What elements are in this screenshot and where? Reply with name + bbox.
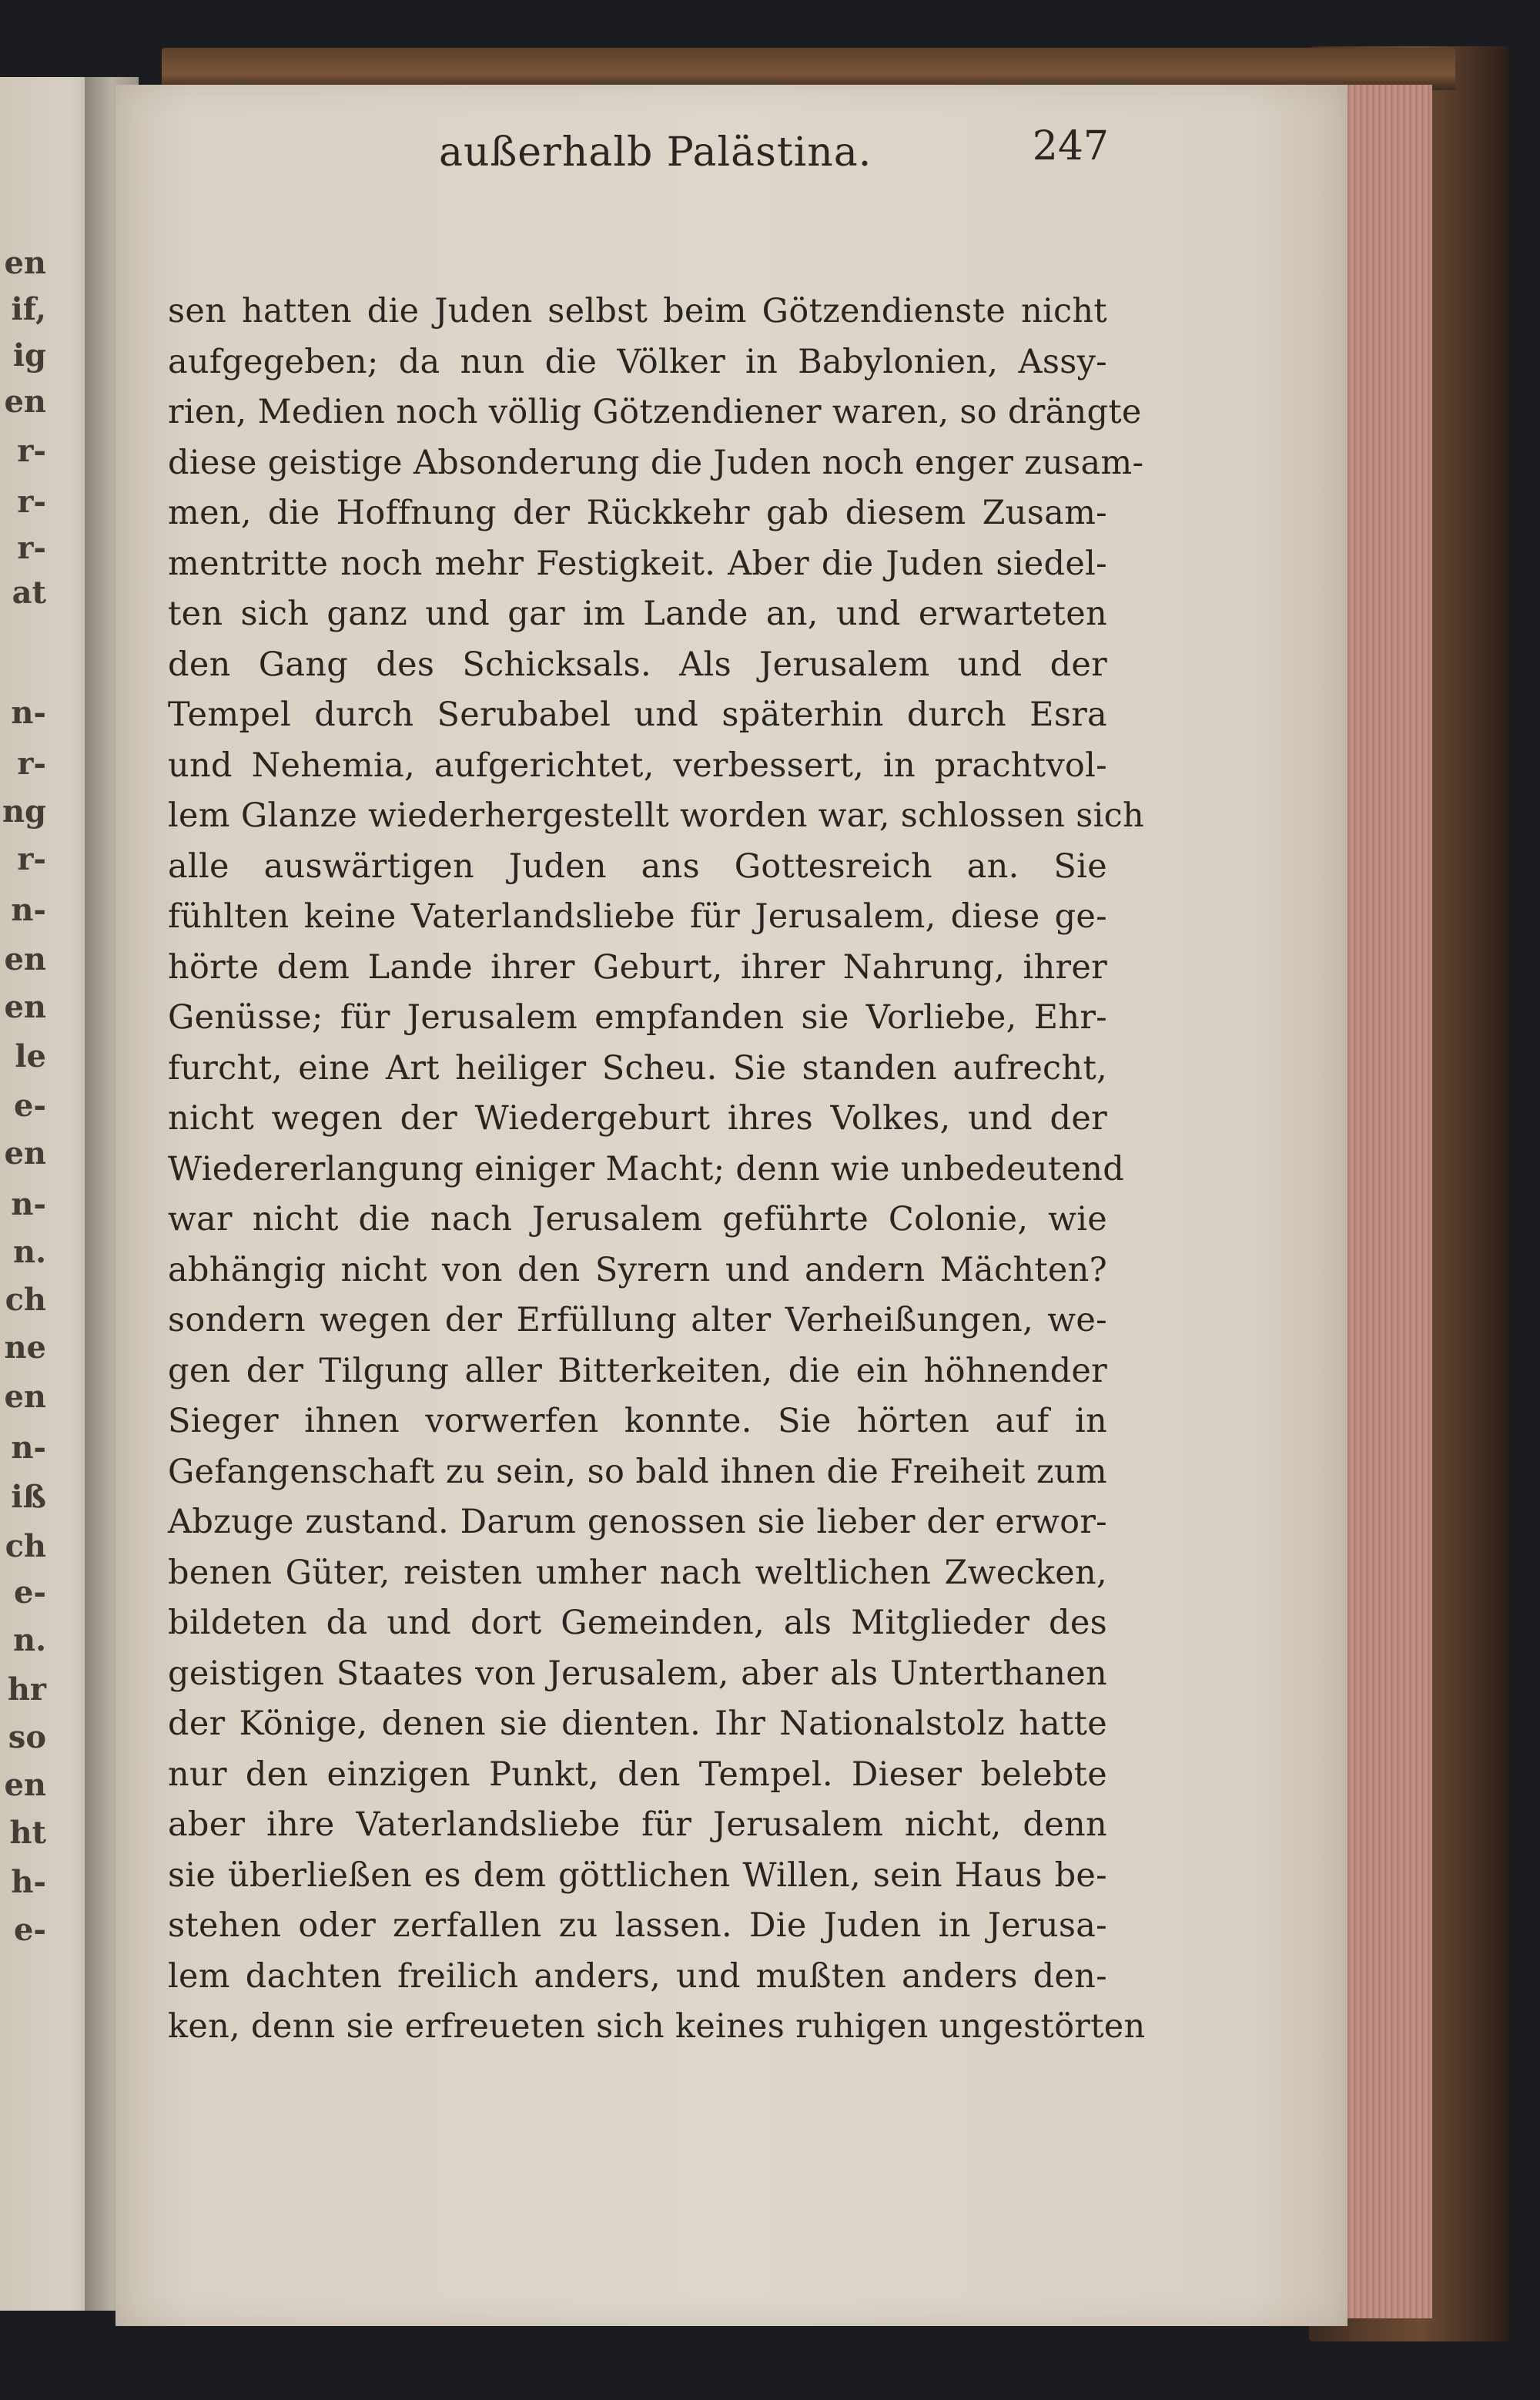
left-page-fragment: ig: [12, 337, 46, 374]
text-line: men, die Hoffnung der Rückkehr gab diesem Zusam-: [168, 494, 1107, 532]
left-page-fragment: r-: [17, 530, 46, 566]
left-page-fragment: e-: [13, 1912, 46, 1948]
left-page-fragment: ng: [2, 793, 46, 830]
left-page-fragment: ne: [4, 1329, 46, 1366]
text-line: nicht wegen der Wiedergeburt ihres Volkes, und der: [168, 1099, 1107, 1138]
text-line: Abzuge zustand. Darum genossen sie lieber der erwor-: [168, 1503, 1107, 1541]
text-line: hörte dem Lande ihrer Geburt, ihrer Nahrung, ihrer: [168, 947, 1107, 987]
text-line: aber ihre Vaterlandsliebe für Jerusalem nicht, denn: [168, 1805, 1107, 1844]
text-line: geistigen Staates von Jerusalem, aber als Unterthanen: [168, 1654, 1107, 1693]
book-top-board: [162, 48, 1455, 90]
left-page-fragment: r-: [17, 841, 46, 877]
left-page-fragment: en: [4, 384, 46, 420]
left-page-fragment: n.: [12, 1234, 46, 1270]
text-line: war nicht die nach Jerusalem geführte Colonie, wie: [168, 1200, 1107, 1239]
text-line: alle auswärtigen Juden ans Gottesreich an. Sie: [168, 846, 1107, 886]
left-page-fragment: en: [4, 1767, 46, 1803]
text-line: Gefangenschaft zu sein, so bald ihnen die Freiheit zum: [168, 1452, 1107, 1491]
text-line: sondern wegen der Erfüllung alter Verheißungen, we-: [168, 1301, 1107, 1339]
text-line: nur den einzigen Punkt, den Tempel. Dieser belebte: [168, 1755, 1107, 1794]
left-page-fragment: r-: [17, 433, 46, 469]
text-line: benen Güter, reisten umher nach weltlichen Zwecken,: [168, 1553, 1107, 1592]
text-line: Sieger ihnen vorwerfen konnte. Sie hörten auf in: [168, 1402, 1107, 1440]
left-page-fragment: en: [4, 1135, 46, 1172]
page-number: 247: [1032, 123, 1109, 169]
text-line: bildeten da und dort Gemeinden, als Mitglieder des: [168, 1604, 1107, 1642]
left-page-fragment: at: [12, 575, 46, 611]
text-line: furcht, eine Art heiliger Scheu. Sie standen aufrecht,: [168, 1048, 1107, 1088]
left-page-fragment: so: [8, 1719, 46, 1755]
text-line: Tempel durch Serubabel und späterhin durch Esra: [168, 696, 1107, 734]
text-line: sie überließen es dem göttlichen Willen, sein Haus be-: [168, 1855, 1107, 1895]
left-page-fragment: if,: [11, 291, 46, 327]
text-line: Genüsse; für Jerusalem empfanden sie Vorliebe, Ehr-: [168, 998, 1107, 1037]
text-line: gen der Tilgung aller Bitterkeiten, die ein höhnender: [168, 1351, 1107, 1390]
running-head: [162, 123, 1109, 191]
left-page-fragment: ch: [5, 1528, 46, 1564]
left-page-fragment: en: [4, 1379, 46, 1415]
text-line: ken, denn sie erfreueten sich keines ruhigen ungestörten: [168, 2007, 1146, 2046]
left-page-fragment: n.: [12, 1622, 46, 1658]
left-page-fragment: n-: [11, 1186, 46, 1222]
running-head-title: außerhalb Palästina.: [439, 129, 872, 176]
text-line: rien, Medien noch völlig Götzendiener waren, so drängte: [168, 393, 1142, 431]
text-line: lem Glanze wiederhergestellt worden war, schlossen sich: [168, 796, 1145, 835]
left-page-fragment: r-: [17, 746, 46, 782]
text-line: ten sich ganz und gar im Lande an, und erwarteten: [168, 595, 1107, 633]
body-text: [168, 287, 1146, 2053]
text-line: der Könige, denen sie dienten. Ihr Nationalstolz hatte: [168, 1704, 1107, 1743]
left-page-fragment: hr: [7, 1671, 46, 1708]
left-page-fragment: n-: [11, 695, 46, 731]
text-line: und Nehemia, aufgerichtet, verbessert, in prachtvol-: [168, 746, 1107, 785]
left-page-fragment: e-: [13, 1088, 46, 1124]
left-page-fragment: r-: [17, 484, 46, 520]
left-page-fragment: le: [15, 1038, 46, 1074]
left-page-fragment: iß: [11, 1479, 46, 1515]
left-page-fragment: ht: [9, 1815, 46, 1851]
text-line: abhängig nicht von den Syrern und andern Mächten?: [168, 1250, 1107, 1289]
left-page-fragment: h-: [11, 1864, 46, 1900]
text-line: lem dachten freilich anders, und mußten anders den-: [168, 1956, 1107, 1996]
text-line: sen hatten die Juden selbst beim Götzendienste nicht: [168, 292, 1107, 330]
text-line: mentritte noch mehr Festigkeit. Aber die Juden siedel-: [168, 544, 1107, 583]
left-page-fragment: n-: [11, 892, 46, 928]
left-page-fragment: e-: [13, 1574, 46, 1611]
left-page-fragment: n-: [11, 1430, 46, 1466]
text-line: Wiedererlangung einiger Macht; denn wie unbedeutend: [168, 1149, 1125, 1188]
left-page-fragment: en: [4, 245, 46, 281]
text-line: diese geistige Absonderung die Juden noch enger zusam-: [168, 443, 1144, 482]
text-line: fühlten keine Vaterlandsliebe für Jerusalem, diese ge-: [168, 897, 1107, 936]
text-line: aufgegeben; da nun die Völker in Babylonien, Assy-: [168, 342, 1107, 381]
left-page-fragment: en: [4, 941, 46, 977]
text-line: stehen oder zerfallen zu lassen. Die Juden in Jerusa-: [168, 1906, 1107, 1945]
left-page-fragment: en: [4, 989, 46, 1025]
left-page-fragment: ch: [5, 1282, 46, 1318]
text-line: den Gang des Schicksals. Als Jerusalem und der: [168, 645, 1107, 684]
